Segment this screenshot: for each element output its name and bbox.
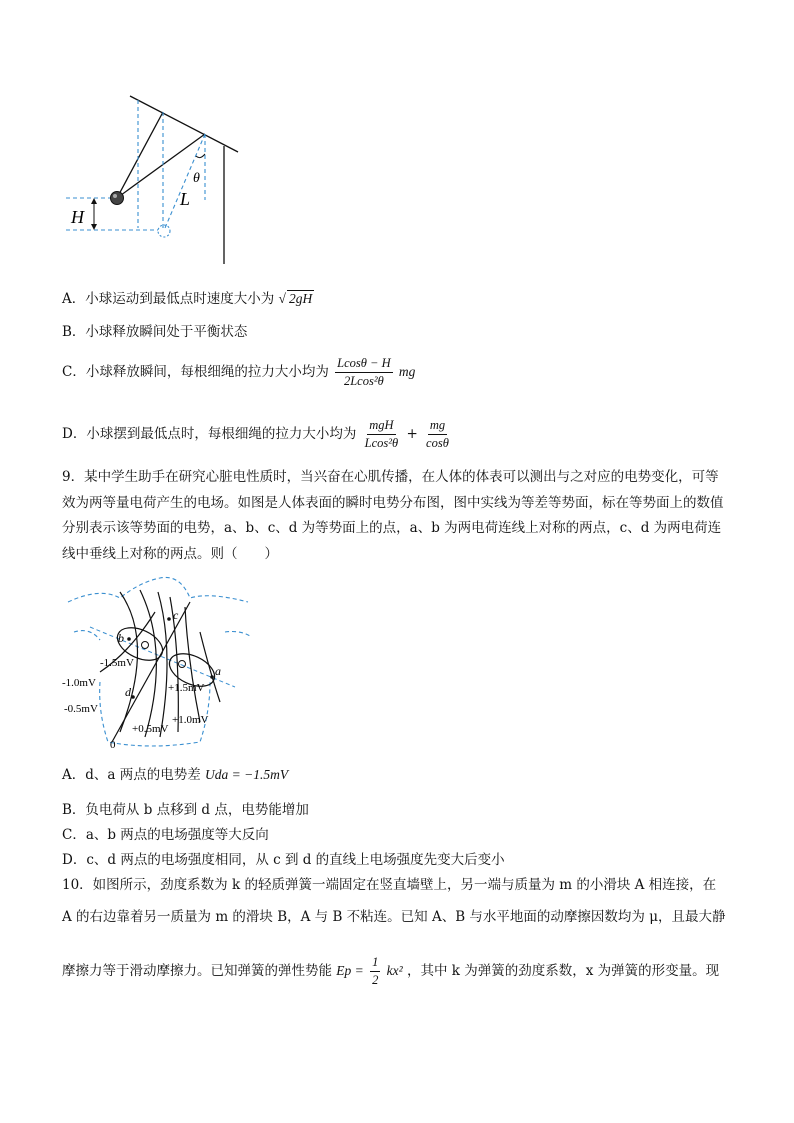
svg-text:0: 0 xyxy=(110,739,116,751)
fraction-c: $\frac{Lcos\theta - H}{\text{2Lcos²θ}}$ xyxy=(337,356,391,388)
svg-text:+0.5mV: +0.5mV xyxy=(132,723,169,735)
label-H: H xyxy=(71,207,84,227)
pendulum-figure xyxy=(60,90,250,270)
q8-option-b: B．小球释放瞬间处于平衡状态 xyxy=(62,324,248,340)
ball xyxy=(111,192,124,205)
svg-text:-0.5mV: -0.5mV xyxy=(64,703,98,715)
fraction-d2: $\frac{mg}{\cos\theta}$ xyxy=(426,418,449,450)
svg-text:-1.5mV: -1.5mV xyxy=(100,657,134,669)
q9-option-a: A．d、a 两点的电势差 Uda = −1.5mV xyxy=(62,767,289,783)
q9-option-c: C．a、b 两点的电场强度等大反向 xyxy=(62,827,269,843)
string-1 xyxy=(117,112,163,198)
svg-text:c: c xyxy=(173,608,179,622)
label-L: L xyxy=(180,189,191,209)
fraction-half: $\frac{1}{2}$ xyxy=(372,955,379,987)
sqrt-expression: √ 2gH xyxy=(278,291,313,306)
label-theta: θ xyxy=(193,171,200,186)
svg-text:a: a xyxy=(215,664,221,678)
svg-text:+1.0mV: +1.0mV xyxy=(172,714,209,726)
q10-line-3: 摩擦力等于滑动摩擦力。已知弹簧的弹性势能 Ep = $\frac{1}{2}$ kx² ，其中 k 为弹簧的劲度系数，x 为弹簧的形变量。现 xyxy=(62,955,720,987)
q8-option-c: C．小球释放瞬间，每根细绳的拉力大小均为 $\frac{Lcos\theta - H}{\text{2Lcos²θ}}$ mg xyxy=(62,356,416,388)
string-2 xyxy=(117,134,205,198)
q9-stem: 9．某中学生助手在研究心脏电性质时，当兴奋在心肌传播，在人体的体表可以测出与之对应的电势变化，可等效为两等量电荷产生的电场。如图是人体表面的瞬时电势分布图，图中实线为等差等势面，标在等势面上的数值分别表示该等势面的电势，a、b、c、d 为等势面上的点，a、b 为两电荷连线上对称的两点，c、d 为两电荷连线中垂线上对称的两点。则（ ） xyxy=(62,469,724,562)
q8-option-d: D．小球摆到最低点时，每根细绳的拉力大小均为 $\frac{\text{mgH}}{\text{Lcos²θ}}$ + $\frac{mg}{\cos\theta}$ xyxy=(62,418,449,450)
svg-text:+1.5mV: +1.5mV xyxy=(168,682,205,694)
q10-line-1: 10．如图所示，劲度系数为 k 的轻质弹簧一端固定在竖直墙壁上，另一端与质量为 m 的小滑块 A 相连接，在 xyxy=(62,877,717,893)
q10-line-2: A 的右边靠着另一质量为 m 的滑块 B，A 与 B 不粘连。已知 A、B 与水平地面的动摩擦因数均为 μ，且最大静 xyxy=(62,909,726,925)
q9-option-d: D．c、d 两点的电场强度相同，从 c 到 d 的直线上电场强度先变大后变小 xyxy=(62,852,505,868)
svg-text:d: d xyxy=(125,685,131,699)
q8-option-a: A．小球运动到最低点时速度大小为 √ 2gH xyxy=(62,291,313,307)
svg-text:b: b xyxy=(118,631,124,645)
svg-text:-1.0mV: -1.0mV xyxy=(62,677,96,689)
q9-option-b: B．负电荷从 b 点移到 d 点，电势能增加 xyxy=(62,802,309,818)
equipotential-figure xyxy=(60,572,260,752)
fraction-d1: $\frac{\text{mgH}}{\text{Lcos²θ}}$ xyxy=(364,418,399,450)
